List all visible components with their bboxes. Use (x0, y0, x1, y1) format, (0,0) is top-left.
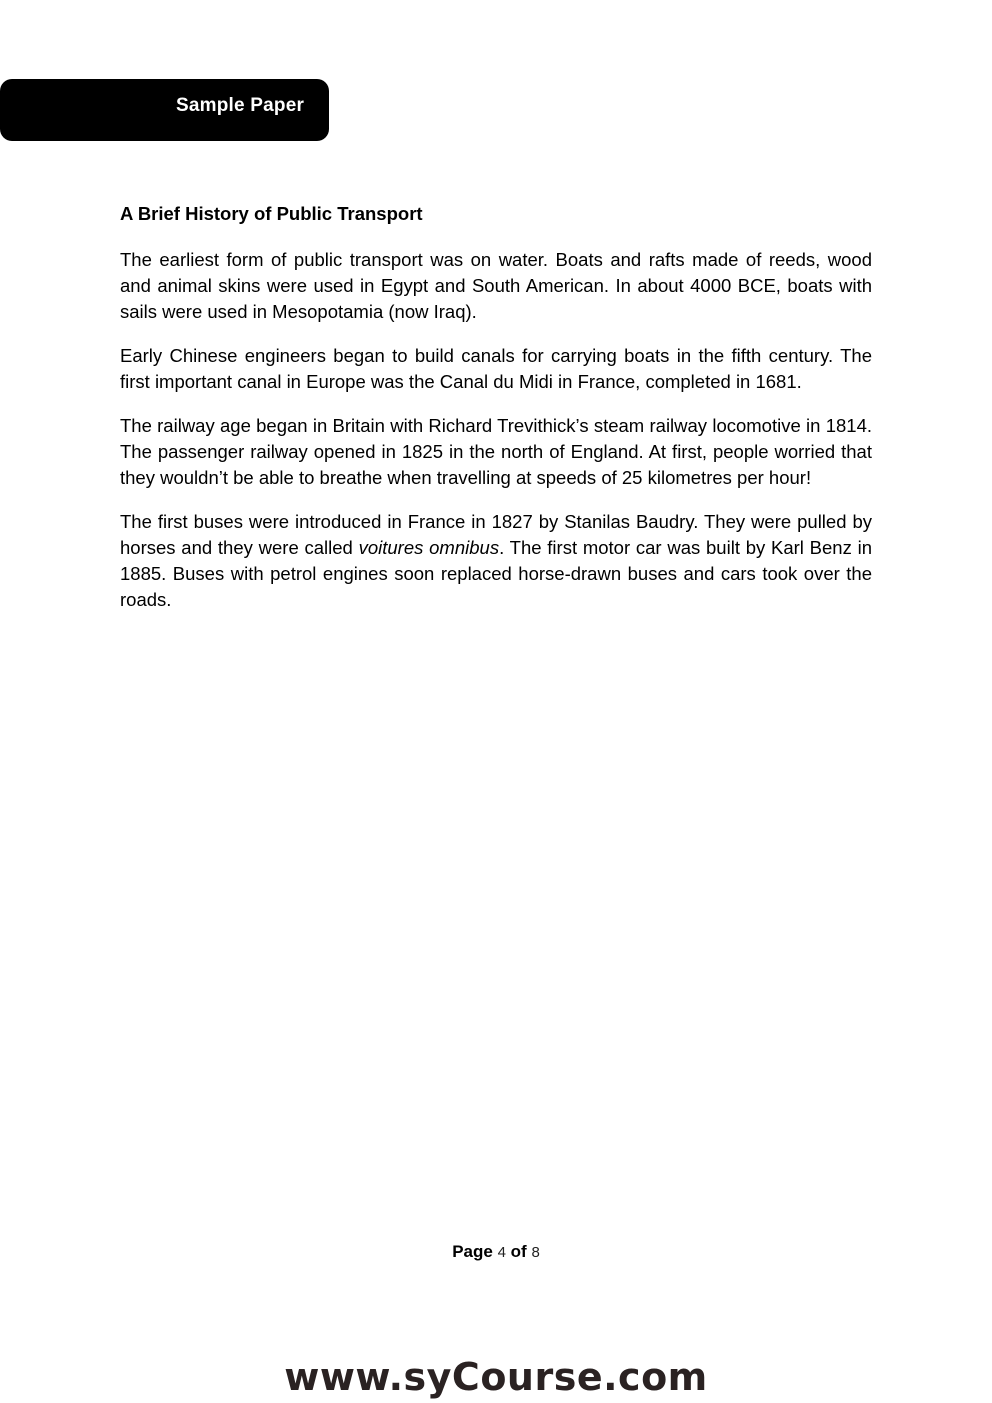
paragraph-3: The railway age began in Britain with Richard Trevithick’s steam railway locomotive in 1814. The passenger railway opened in 1825 in the north of England. At first, people worried that they wouldn’t be able to breathe when travelling at speeds of 25 kilometres per hour! (120, 415, 872, 488)
current-page: 4 (497, 1244, 506, 1261)
total-pages: 8 (531, 1244, 540, 1261)
paragraph-2: Early Chinese engineers began to build canals for carrying boats in the fifth century. The first important canal in Europe was the Canal du Midi in France, completed in 1681. (120, 345, 872, 392)
of-word: of (510, 1242, 527, 1261)
article (120, 201, 872, 631)
site-watermark: www.syCourse.com (284, 1355, 708, 1399)
sample-paper-tab (0, 79, 329, 141)
paragraph-4-part-2: . The first motor car was built by Karl Benz in 1885. Buses with petrol engines soon replaced horse-drawn buses and cars took over the roads. (120, 537, 873, 610)
paragraph-4-part-1: The first buses were introduced in France in 1827 by Stanilas Baudry. They were pulled by horses and they were called (120, 511, 872, 558)
paragraph-4 (120, 509, 872, 613)
paragraph-4-italic: voitures omnibus (358, 537, 500, 558)
page-word: Page (452, 1242, 493, 1261)
sample-paper-label: Sample Paper (176, 95, 305, 116)
article-title: A Brief History of Public Transport (120, 203, 423, 224)
paragraph-1: The earliest form of public transport was on water. Boats and rafts made of reeds, wood and animal skins were used in Egypt and South American. In about 4000 BCE, boats with sails were used in Mesopotamia (now Iraq). (120, 249, 872, 322)
page-number (0, 1240, 992, 1265)
